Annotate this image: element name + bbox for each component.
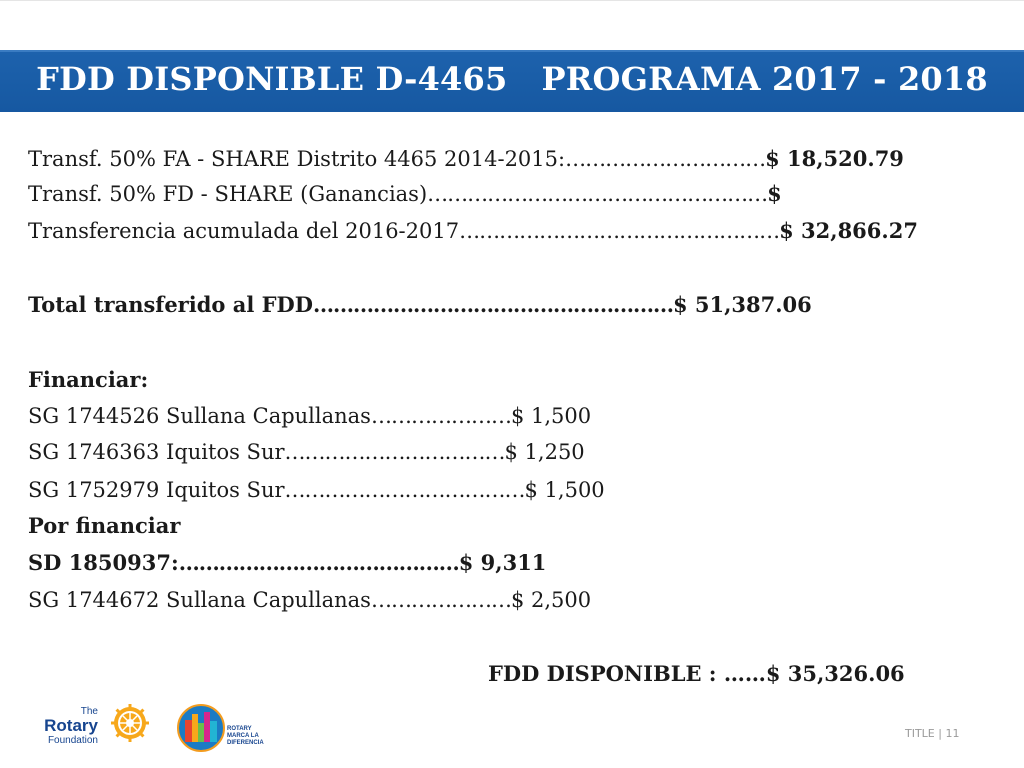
line-amount: $ 18,520.79 bbox=[765, 146, 904, 171]
sd-item bbox=[28, 550, 546, 576]
sg-amount: $ 2,500 bbox=[510, 588, 592, 612]
por-financiar-heading: Por financiar bbox=[28, 513, 181, 538]
slide-title: FDD DISPONIBLE D-4465 PROGRAMA 2017 - 2018 bbox=[36, 60, 988, 98]
financiar-item-1 bbox=[28, 403, 591, 429]
sg-text: SG 1744672 Sullana Capullanas bbox=[28, 588, 371, 612]
line-amount: $ 32,866.27 bbox=[779, 218, 918, 243]
logo-rotary-text: Rotary bbox=[44, 716, 98, 735]
dot-leader: …………………………………… bbox=[178, 550, 459, 575]
financiar-item-2 bbox=[28, 439, 585, 465]
transfer-line-1 bbox=[28, 146, 904, 172]
sd-text: SD 1850937: bbox=[28, 550, 179, 575]
marca-circle-icon bbox=[178, 705, 224, 751]
disponible-label: FDD DISPONIBLE : bbox=[488, 661, 724, 686]
page-number: 11 bbox=[945, 727, 960, 740]
item-amount: $ 1,250 bbox=[504, 440, 585, 464]
financiar-heading: Financiar: bbox=[28, 367, 149, 392]
top-divider bbox=[0, 0, 1024, 1]
line-amount: $ bbox=[767, 181, 782, 206]
rotary-wheel-icon bbox=[111, 704, 149, 742]
logo-the-text: The bbox=[80, 706, 98, 717]
dot-leader: …… bbox=[723, 661, 766, 686]
fdd-disponible-line bbox=[488, 661, 905, 687]
total-line bbox=[28, 292, 812, 318]
line-text: Transferencia acumulada del 2016-2017 bbox=[28, 219, 460, 243]
dot-leader: ……………………………………………… bbox=[312, 292, 673, 317]
item-amount: $ 1,500 bbox=[524, 478, 605, 502]
item-text: SG 1752979 Iquitos Sur bbox=[28, 478, 285, 502]
dot-leader: ………………… bbox=[370, 588, 511, 612]
dot-leader: ………………… bbox=[370, 404, 511, 428]
transfer-line-3 bbox=[28, 218, 918, 244]
marca-line-1: ROTARY bbox=[227, 726, 252, 732]
slide-footer bbox=[905, 727, 959, 740]
sg-item bbox=[28, 587, 591, 613]
rotary-foundation-logo bbox=[44, 700, 160, 748]
item-text: SG 1744526 Sullana Capullanas bbox=[28, 404, 371, 428]
dot-leader: ………………………… bbox=[565, 147, 766, 171]
marca-line-3: DIFERENCIA bbox=[227, 740, 264, 746]
disponible-amount: $ 35,326.06 bbox=[765, 661, 905, 686]
financiar-item-3 bbox=[28, 477, 605, 503]
dot-leader: ……………………………… bbox=[284, 478, 525, 502]
total-amount: $ 51,387.06 bbox=[672, 292, 812, 317]
total-text: Total transferido al FDD bbox=[28, 292, 313, 317]
line-text: Transf. 50% FD - SHARE (Ganancias) bbox=[28, 182, 428, 206]
dot-leader: …………………………………………… bbox=[427, 182, 768, 206]
logo-foundation-text: Foundation bbox=[47, 735, 98, 746]
footer-separator: | bbox=[938, 727, 942, 740]
title-bar bbox=[0, 50, 1024, 112]
dot-leader: ………………………………………… bbox=[459, 219, 780, 243]
line-text: Transf. 50% FA - SHARE Distrito 4465 2014-2015: bbox=[28, 147, 566, 171]
item-amount: $ 1,500 bbox=[510, 404, 592, 428]
sd-amount: $ 9,311 bbox=[458, 550, 547, 575]
transfer-line-2 bbox=[28, 181, 782, 207]
footer-label: TITLE bbox=[905, 727, 935, 740]
marca-line-2: MARCA LA bbox=[227, 733, 259, 739]
rotary-marca-la-diferencia-logo bbox=[176, 704, 271, 752]
item-text: SG 1746363 Iquitos Sur bbox=[28, 440, 285, 464]
dot-leader: …………………………… bbox=[284, 440, 505, 464]
